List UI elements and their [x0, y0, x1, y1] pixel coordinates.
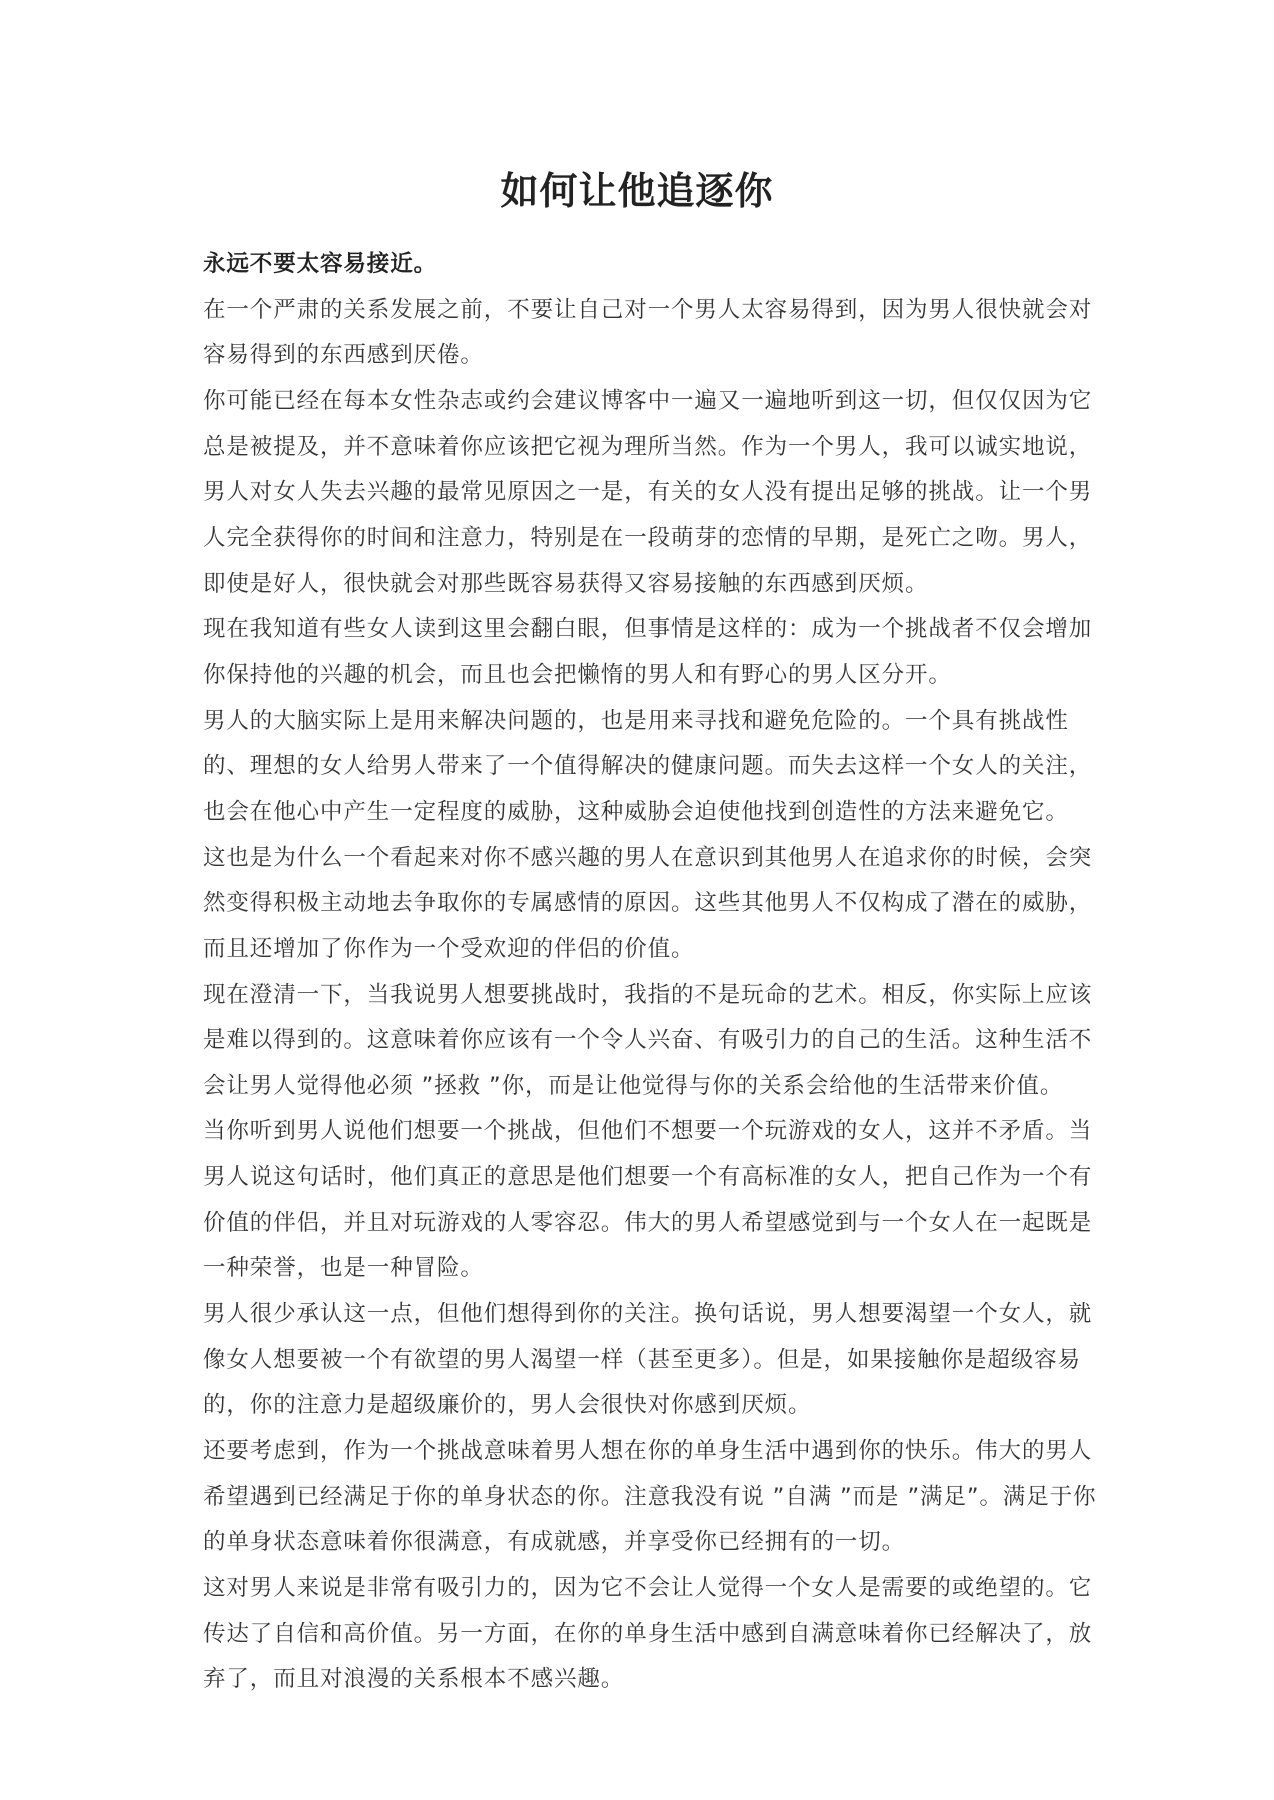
text-line: 男人对女人失去兴趣的最常见原因之一是，有关的女人没有提出足够的挑战。让一个男	[203, 479, 1093, 506]
page-title: 如何让他追逐你	[500, 169, 774, 213]
text-line: 传达了自信和高价值。另一方面，在你的单身生活中感到自满意味着你已经解决了，放	[203, 1620, 1093, 1647]
text-line: 人完全获得你的时间和注意力，特别是在一段萌芽的恋情的早期，是死亡之吻。男人，	[203, 524, 1093, 551]
text-line: 男人的大脑实际上是用来解决问题的，也是用来寻找和避免危险的。一个具有挑战性	[203, 707, 1069, 734]
section-heading: 永远不要太容易接近。	[203, 251, 438, 277]
text-line: 这对男人来说是非常有吸引力的，因为它不会让人觉得一个女人是需要的或绝望的。它	[203, 1575, 1093, 1602]
text-line: 价值的伴侣，并且对玩游戏的人零容忍。伟大的男人希望感觉到与一个女人在一起既是	[203, 1209, 1093, 1236]
text-line: 的，你的注意力是超级廉价的，男人会很快对你感到厌烦。	[203, 1392, 812, 1419]
paragraph-7	[203, 1109, 1093, 1292]
text-line: 现在澄清一下，当我说男人想要挑战时，我指的不是玩命的艺术。相反，你实际上应该	[203, 981, 1093, 1008]
text-line: 是难以得到的。这意味着你应该有一个令人兴奋、有吸引力的自己的生活。这种生活不	[203, 1027, 1093, 1054]
text-line: 的单身状态意味着你很满意，有成就感，并享受你已经拥有的一切。	[203, 1529, 906, 1556]
paragraph-10	[203, 1566, 1093, 1703]
text-line: 这也是为什么一个看起来对你不感兴趣的男人在意识到其他男人在追求你的时候，会突	[203, 844, 1093, 871]
text-line: 一种荣誉，也是一种冒险。	[203, 1255, 484, 1282]
text-line: 会让男人觉得他必须 ”拯救 ”你，而是让他觉得与你的关系会给他的生活带来价值。	[203, 1072, 1064, 1099]
text-line: 你保持他的兴趣的机会，而且也会把懒惰的男人和有野心的男人区分开。	[203, 661, 952, 688]
paragraph-9	[203, 1429, 1097, 1566]
text-line: 然变得积极主动地去争取你的专属感情的原因。这些其他男人不仅构成了潜在的威胁，	[203, 890, 1093, 917]
text-line: 也会在他心中产生一定程度的威胁，这种威胁会迫使他找到创造性的方法来避免它。	[203, 798, 1069, 825]
text-line: 而且还增加了你作为一个受欢迎的伴侣的价值。	[203, 935, 695, 962]
paragraph-5	[203, 836, 1093, 973]
text-line: 你可能已经在每本女性杂志或约会建议博客中一遍又一遍地听到这一切，但仅仅因为它	[203, 387, 1093, 414]
text-line: 的、理想的女人给男人带来了一个值得解决的健康问题。而失去这样一个女人的关注，	[203, 753, 1093, 780]
paragraph-4	[203, 699, 1093, 836]
text-line: 总是被提及，并不意味着你应该把它视为理所当然。作为一个男人，我可以诚实地说，	[203, 433, 1093, 460]
text-line: 容易得到的东西感到厌倦。	[203, 342, 484, 369]
text-line: 男人很少承认这一点，但他们想得到你的关注。换句话说，男人想要渴望一个女人，就	[203, 1301, 1093, 1328]
paragraph-2	[203, 379, 1093, 607]
paragraph-6	[203, 973, 1093, 1110]
text-line: 男人说这句话时，他们真正的意思是他们想要一个有高标准的女人，把自己作为一个有	[203, 1164, 1093, 1191]
text-line: 像女人想要被一个有欲望的男人渴望一样（甚至更多）。但是，如果接触你是超级容易	[203, 1346, 1081, 1373]
paragraph-3	[203, 607, 1093, 698]
text-line: 即使是好人，很快就会对那些既容易获得又容易接触的东西感到厌烦。	[203, 570, 929, 597]
text-line: 弃了，而且对浪漫的关系根本不感兴趣。	[203, 1666, 625, 1693]
text-line: 希望遇到已经满足于你的单身状态的你。注意我没有说 ”自满 ”而是 ”满足”。满足于你	[203, 1483, 1097, 1510]
text-line: 还要考虑到，作为一个挑战意味着男人想在你的单身生活中遇到你的快乐。伟大的男人	[203, 1438, 1093, 1465]
paragraph-1	[203, 288, 1093, 379]
text-line: 在一个严肃的关系发展之前，不要让自己对一个男人太容易得到，因为男人很快就会对	[203, 296, 1093, 323]
paragraph-8	[203, 1292, 1093, 1429]
text-line: 当你听到男人说他们想要一个挑战，但他们不想要一个玩游戏的女人，这并不矛盾。当	[203, 1118, 1093, 1145]
text-line: 现在我知道有些女人读到这里会翻白眼，但事情是这样的：成为一个挑战者不仅会增加	[203, 616, 1093, 643]
article-body	[203, 242, 1097, 1703]
